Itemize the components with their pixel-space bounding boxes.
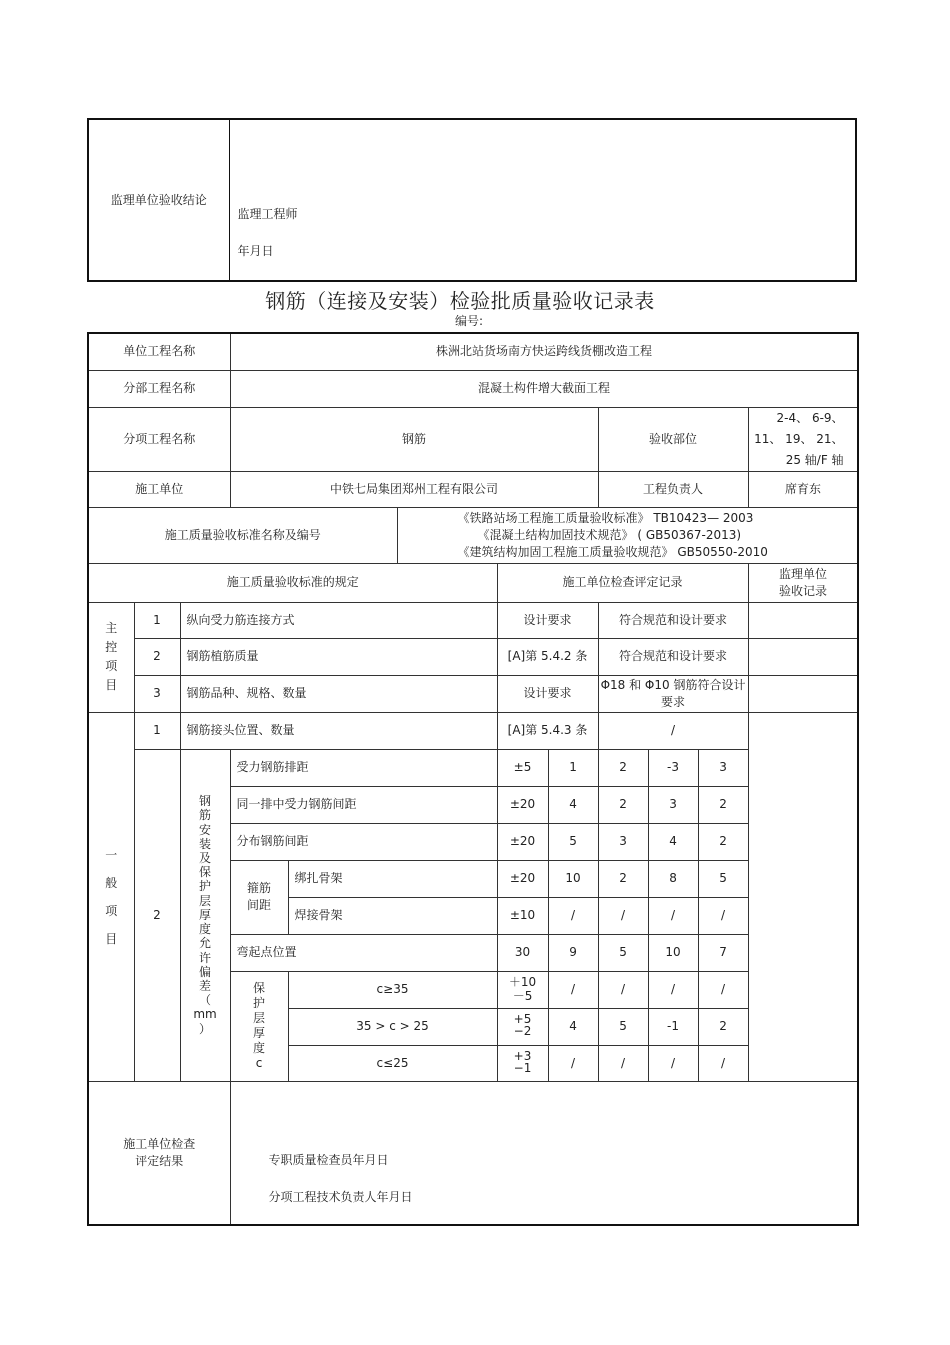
stirrup-label-line: 箍筋 xyxy=(247,881,272,895)
tol-minus: －5 xyxy=(512,988,533,1003)
group-char: 一 xyxy=(105,847,118,862)
standard-item: 《建筑结构加固工程施工质量验收规范》 GB50550-2010 xyxy=(457,544,768,559)
location-line: 25 轴/F 轴 xyxy=(785,452,844,467)
group-char: 主 xyxy=(105,621,118,635)
cover-char: 层 xyxy=(253,1011,266,1025)
measured-value: 5 xyxy=(598,934,648,971)
division-value: 混凝土构件增大截面工程 xyxy=(230,370,858,407)
item-number: 1 xyxy=(134,602,180,638)
measured-value: 4 xyxy=(548,786,598,823)
item-supervisor-record xyxy=(748,602,858,638)
deviation-tolerance: ±5 xyxy=(497,749,548,786)
deviation-item: 分布钢筋间距 xyxy=(230,823,497,860)
standard-item: 《混凝土结构加固技术规范》 ( GB50367-2013) xyxy=(477,527,742,542)
measured-value: 3 xyxy=(698,749,748,786)
stirrup-spacing-label xyxy=(230,860,288,934)
supervisor-column-header xyxy=(748,563,858,602)
tol-char: 护 xyxy=(199,879,212,894)
group-char: 目 xyxy=(105,931,118,946)
supervisor-conclusion-area xyxy=(229,119,856,281)
item-name: 纵向受力筋连接方式 xyxy=(180,602,497,638)
supervisor-header-line: 监理单位 xyxy=(779,566,828,581)
cover-char: 护 xyxy=(253,996,266,1010)
tol-char: 装 xyxy=(199,836,212,851)
measured-value: 10 xyxy=(648,934,698,971)
measured-value: / xyxy=(648,1045,698,1081)
item-requirement: [A]第 5.4.3 条 xyxy=(497,712,598,749)
measured-value: 4 xyxy=(548,1008,598,1045)
stirrup-label-line: 间距 xyxy=(247,898,272,912)
deviation-tolerance xyxy=(497,1008,548,1045)
measured-value: 5 xyxy=(548,823,598,860)
measured-value: 1 xyxy=(548,749,598,786)
subitem-label: 分项工程名称 xyxy=(88,407,230,471)
contractor-result-label xyxy=(88,1081,230,1225)
item-result: 符合规范和设计要求 xyxy=(598,602,748,638)
item-result: 符合规范和设计要求 xyxy=(598,638,748,675)
location-label: 验收部位 xyxy=(598,407,748,471)
group-char: 般 xyxy=(105,875,118,890)
manager-label: 工程负责人 xyxy=(598,471,748,507)
group-char: 目 xyxy=(105,678,118,692)
measured-value: 7 xyxy=(698,934,748,971)
tol-char: 及 xyxy=(199,851,212,866)
measured-value: 2 xyxy=(698,823,748,860)
tol-char: ） xyxy=(199,1021,212,1036)
item-supervisor-record xyxy=(748,675,858,712)
standard-item: 《铁路站场工程施工质量验收标准》 TB10423— 2003 xyxy=(457,510,754,525)
supervisor-conclusion-label: 监理单位验收结论 xyxy=(88,119,229,281)
measured-value: 10 xyxy=(548,860,598,897)
manager-value: 席育东 xyxy=(748,471,858,507)
cover-char: 度 xyxy=(253,1041,266,1055)
deviation-tolerance xyxy=(497,1045,548,1081)
measured-value: 9 xyxy=(548,934,598,971)
contractor-result-line: 评定结果 xyxy=(135,1153,184,1168)
quality-inspector-line: 专职质量检查员年月日 xyxy=(268,1152,389,1167)
tol-minus: −1 xyxy=(513,1060,532,1075)
deviation-item: 受力钢筋排距 xyxy=(230,749,497,786)
measured-value: -1 xyxy=(648,1008,698,1045)
tol-minus: −2 xyxy=(513,1024,532,1038)
contractor-check-column-header: 施工单位检查评定记录 xyxy=(497,563,748,602)
measured-value: / xyxy=(548,971,598,1008)
tolerance-group-label xyxy=(180,749,230,1081)
measured-value: 2 xyxy=(598,749,648,786)
measured-value: / xyxy=(548,1045,598,1081)
measured-value: 2 xyxy=(598,860,648,897)
supervisor-engineer-label: 监理工程师 xyxy=(237,207,298,221)
deviation-tolerance: ±10 xyxy=(497,897,548,934)
deviation-tolerance: ±20 xyxy=(497,823,548,860)
measured-value: / xyxy=(648,971,698,1008)
measured-value: / xyxy=(548,897,598,934)
location-line: 2-4、 6-9、 xyxy=(776,410,844,425)
contractor-value: 中铁七局集团郑州工程有限公司 xyxy=(230,471,598,507)
cover-char: 保 xyxy=(253,981,266,995)
tol-plus: +3 xyxy=(513,1048,532,1063)
measured-value: 2 xyxy=(598,786,648,823)
tol-char: 层 xyxy=(199,893,212,908)
item-number: 2 xyxy=(134,638,180,675)
measured-value: 2 xyxy=(698,786,748,823)
item-name: 钢筋品种、规格、数量 xyxy=(180,675,497,712)
standard-label: 施工质量验收标准名称及编号 xyxy=(88,507,397,563)
tol-plus: +5 xyxy=(513,1012,532,1026)
item-number: 3 xyxy=(134,675,180,712)
tol-char: 许 xyxy=(199,950,212,965)
doc-number-label: 编号: xyxy=(455,314,484,328)
standard-list xyxy=(397,507,858,563)
division-label: 分部工程名称 xyxy=(88,370,230,407)
tol-char: 差 xyxy=(199,978,212,993)
tol-char: 筋 xyxy=(199,808,212,823)
item-number: 1 xyxy=(134,712,180,749)
deviation-item: 同一排中受力钢筋间距 xyxy=(230,786,497,823)
cover-thickness-label xyxy=(230,971,288,1081)
tol-char: 厚 xyxy=(199,907,212,922)
measured-value: -3 xyxy=(648,749,698,786)
item-result: Φ18 和 Φ10 钢筋符合设计要求 xyxy=(598,675,748,712)
page-title: 钢筋（连接及安装）检验批质量验收记录表 xyxy=(265,289,655,313)
item-requirement: 设计要求 xyxy=(497,602,598,638)
deviation-tolerance: ±20 xyxy=(497,786,548,823)
item-supervisor-record xyxy=(748,638,858,675)
subitem-value: 钢筋 xyxy=(230,407,598,471)
measured-value: / xyxy=(598,1045,648,1081)
item-requirement: [A]第 5.4.2 条 xyxy=(497,638,598,675)
measured-value: / xyxy=(698,897,748,934)
measured-value: / xyxy=(598,897,648,934)
deviation-tolerance: ±20 xyxy=(497,860,548,897)
group-char: 项 xyxy=(105,659,118,673)
deviation-tolerance: 30 xyxy=(497,934,548,971)
cover-char: c xyxy=(255,1056,263,1070)
tol-char: 钢 xyxy=(199,794,212,809)
measured-value: 5 xyxy=(698,860,748,897)
deviation-item: 焊接骨架 xyxy=(288,897,497,934)
item-number: 2 xyxy=(134,749,180,1081)
item-requirement: 设计要求 xyxy=(497,675,598,712)
deviation-item: c≥35 xyxy=(288,971,497,1008)
contractor-result-area xyxy=(230,1081,858,1225)
deviation-item: 绑扎骨架 xyxy=(288,860,497,897)
item-name: 钢筋接头位置、数量 xyxy=(180,712,497,749)
tol-char: （ xyxy=(199,993,212,1008)
contractor-result-line: 施工单位检查 xyxy=(123,1136,196,1151)
measured-value: / xyxy=(598,971,648,1008)
general-group-label xyxy=(88,712,134,1081)
unit-project-value: 株洲北站货场南方快运跨线货棚改造工程 xyxy=(230,333,858,370)
measured-value: 3 xyxy=(648,786,698,823)
cover-char: 厚 xyxy=(253,1026,266,1040)
measured-value: / xyxy=(698,971,748,1008)
supervisor-conclusion-table xyxy=(87,118,857,282)
tech-lead-line: 分项工程技术负责人年月日 xyxy=(268,1189,413,1204)
item-name: 钢筋植筋质量 xyxy=(180,638,497,675)
location-value xyxy=(748,407,858,471)
tol-char: 允 xyxy=(199,936,212,951)
tol-char: 保 xyxy=(199,865,212,880)
location-line: 11、 19、 21、 xyxy=(754,431,844,446)
contractor-label: 施工单位 xyxy=(88,471,230,507)
acceptance-record-table xyxy=(87,332,859,1226)
general-supervisor-record xyxy=(748,712,858,1081)
item-result: / xyxy=(598,712,748,749)
tol-char: 偏 xyxy=(199,964,212,979)
tol-char: mm xyxy=(193,1007,217,1022)
supervisor-date-label: 年月日 xyxy=(237,244,274,258)
measured-value: 2 xyxy=(698,1008,748,1045)
deviation-item: c≤25 xyxy=(288,1045,497,1081)
measured-value: 4 xyxy=(648,823,698,860)
unit-project-label: 单位工程名称 xyxy=(88,333,230,370)
group-char: 控 xyxy=(105,640,118,654)
tol-char: 安 xyxy=(199,822,212,837)
deviation-item: 弯起点位置 xyxy=(230,934,497,971)
tol-char: 度 xyxy=(199,922,212,937)
main-control-group-label xyxy=(88,602,134,712)
tol-plus: ＋10 xyxy=(508,974,537,989)
group-char: 项 xyxy=(105,903,118,918)
spec-column-header: 施工质量验收标准的规定 xyxy=(88,563,497,602)
measured-value: / xyxy=(698,1045,748,1081)
deviation-item: 35 > c > 25 xyxy=(288,1008,497,1045)
supervisor-header-line: 验收记录 xyxy=(779,583,828,598)
measured-value: 5 xyxy=(598,1008,648,1045)
measured-value: / xyxy=(648,897,698,934)
measured-value: 3 xyxy=(598,823,648,860)
measured-value: 8 xyxy=(648,860,698,897)
deviation-tolerance xyxy=(497,971,548,1008)
